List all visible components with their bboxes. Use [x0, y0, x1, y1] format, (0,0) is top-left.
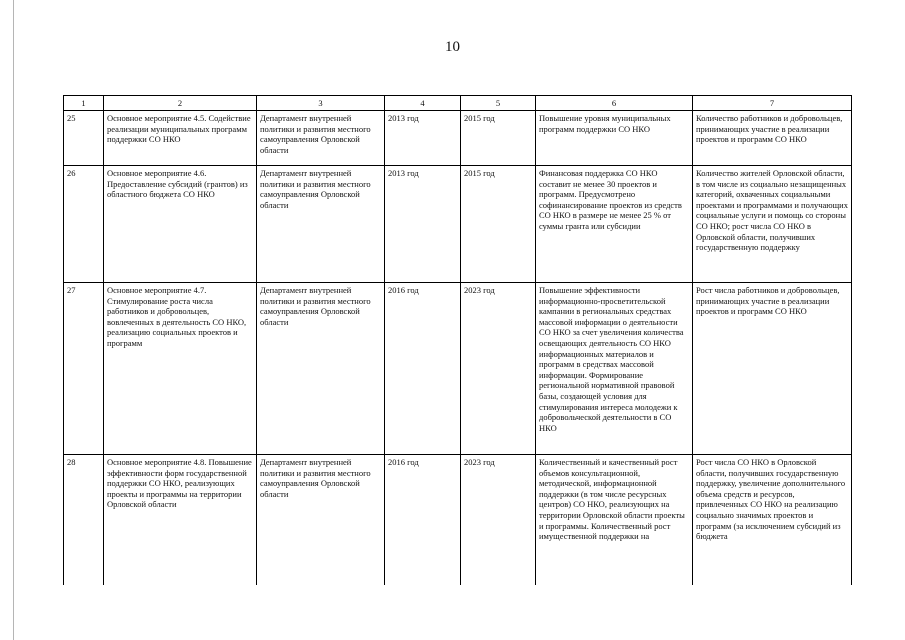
start-year-cell: 2016 год	[385, 455, 461, 586]
result-cell: Повышение эффективности информационно-просветительской кампании в региональных средствах массовой информации о деятельности СО НКО за счет увеличения количества освещающих деятельность СО НКО информационных материалов и программ в средствах массовой информации. Формирование региональной нормативной правовой базы, создающей условия для стимулирования интереса молодежи к добровольческой деятельности в СО НКО	[536, 283, 693, 455]
program-measures-table	[63, 95, 852, 585]
row-number: 26	[64, 166, 104, 283]
result-cell: Финансовая поддержка СО НКО составит не менее 30 проектов и программ. Предусмотрено софинансирование проектов из средств СО НКО в размере не менее 25 % от суммы гранта или субсидии	[536, 166, 693, 283]
measure-cell: Основное мероприятие 4.8. Повышение эффективности форм государственной поддержки СО НКО, реализующих проекты и программы на территории Орловской области	[104, 455, 257, 586]
end-year-cell: 2023 год	[461, 455, 536, 586]
executor-cell: Департамент внутренней политики и развития местного самоуправления Орловской области	[257, 111, 385, 166]
end-year-cell: 2015 год	[461, 166, 536, 283]
table-header-row	[64, 96, 852, 111]
column-header: 3	[257, 96, 385, 111]
end-year-cell: 2023 год	[461, 283, 536, 455]
measure-cell: Основное мероприятие 4.7. Стимулирование роста числа работников и добровольцев, вовлеченных в деятельность СО НКО, реализацию социальных проектов и программ	[104, 283, 257, 455]
start-year-cell: 2016 год	[385, 283, 461, 455]
row-number: 28	[64, 455, 104, 586]
page-number: 10	[445, 39, 460, 55]
column-header: 7	[693, 96, 852, 111]
table-row	[64, 455, 852, 586]
indicator-cell: Рост числа работников и добровольцев, принимающих участие в реализации проектов и программ СО НКО	[693, 283, 852, 455]
page-left-edge	[13, 0, 14, 640]
executor-cell: Департамент внутренней политики и развития местного самоуправления Орловской области	[257, 455, 385, 586]
executor-cell: Департамент внутренней политики и развития местного самоуправления Орловской области	[257, 283, 385, 455]
table-row	[64, 166, 852, 283]
row-number: 27	[64, 283, 104, 455]
indicator-cell: Количество жителей Орловской области, в том числе из социально незащищенных категорий, охваченных социальными проектами и программами и получающих социальные услуги и помощь со стороны СО НКО; рост числа СО НКО в Орловской области, получивших государственную поддержку	[693, 166, 852, 283]
result-cell: Количественный и качественный рост объемов консультационной, методической, информационной поддержки (в том числе ресурсных центров) СО НКО, реализующих на территории Орловской области проекты и программы. Количественный рост имущественной поддержки на	[536, 455, 693, 586]
start-year-cell: 2013 год	[385, 111, 461, 166]
column-header: 2	[104, 96, 257, 111]
table-row	[64, 283, 852, 455]
executor-cell: Департамент внутренней политики и развития местного самоуправления Орловской области	[257, 166, 385, 283]
indicator-cell: Количество работников и добровольцев, принимающих участие в реализации проектов и программ СО НКО	[693, 111, 852, 166]
row-number: 25	[64, 111, 104, 166]
column-header: 4	[385, 96, 461, 111]
column-header: 1	[64, 96, 104, 111]
column-header: 5	[461, 96, 536, 111]
result-cell: Повышение уровня муниципальных программ поддержки СО НКО	[536, 111, 693, 166]
end-year-cell: 2015 год	[461, 111, 536, 166]
measure-cell: Основное мероприятие 4.5. Содействие реализации муниципальных программ поддержки СО НКО	[104, 111, 257, 166]
start-year-cell: 2013 год	[385, 166, 461, 283]
measure-cell: Основное мероприятие 4.6. Предоставление субсидий (грантов) из областного бюджета СО НКО	[104, 166, 257, 283]
indicator-cell: Рост числа СО НКО в Орловской области, получивших государственную поддержку, увеличение дополнительного объема средств и ресурсов, привлеченных СО НКО на реализацию социально значимых проектов и программ (за исключением субсидий из бюджета	[693, 455, 852, 586]
column-header: 6	[536, 96, 693, 111]
table-row	[64, 111, 852, 166]
